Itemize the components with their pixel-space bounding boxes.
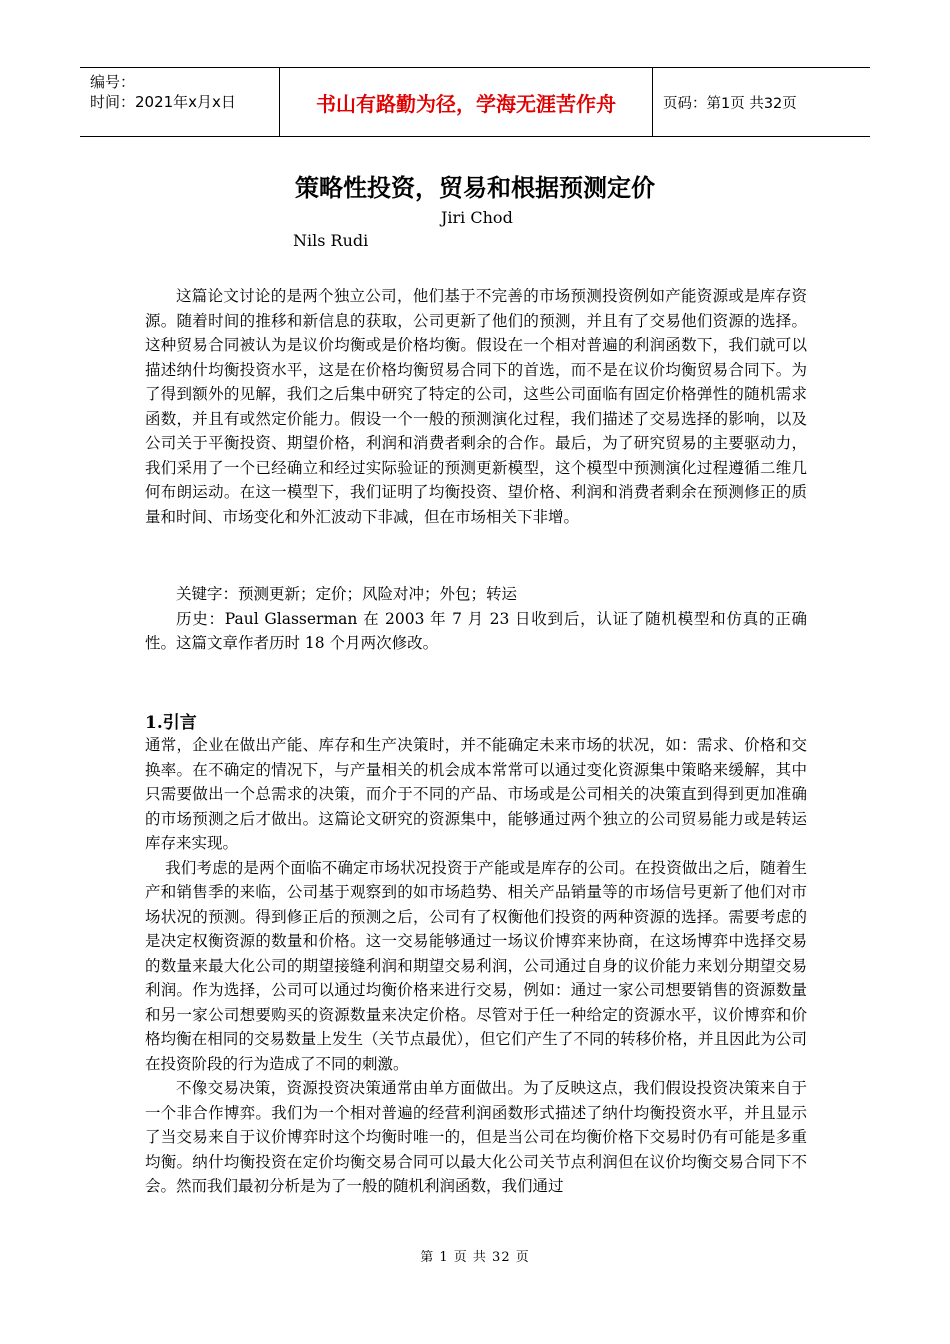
abstract-text: 这篇论文讨论的是两个独立公司，他们基于不完善的市场预测投资例如产能资源或是库存资源。随着时间的推移和新信息的获取，公司更新了他们的预测，并且有了交易他们资源的选择。这种贸易合同被认为是议价均衡或是价格均衡。假设在一个相对普遍的利润函数下，我们就可以描述纳什均衡投资水平，这是在价格均衡贸易合同下的首选，而不是在议价均衡贸易合同下。为了得到额外的见解，我们之后集中研究了特定的公司，这些公司面临有固定价格弹性的随机需求函数，并且有或然定价能力。假设一个一般的预测演化过程，我们描述了交易选择的影响，以及公司关于平衡投资、期望价格，利润和消费者剩余的合作。最后，为了研究贸易的主要驱动力，我们采用了一个已经确立和经过实际验证的预测更新模型，这个模型中预测演化过程遵循二维几何布朗运动。在这一模型下，我们证明了均衡投资、望价格、利润和消费者剩余在预测修正的质量和时间、市场变化和外汇波动下非减，但在市场相关下非增。 xyxy=(145,287,807,526)
paragraph: 通常，企业在做出产能、库存和生产决策时，并不能确定未来市场的状况，如：需求、价格和交换率。在不确定的情况下，与产量相关的机会成本常常可以通过变化资源集中策略来缓解，其中只需要做出一个总需求的决策，而介于不同的产品、市场或是公司相关的决策直到得到更加准确的市场预测之后才做出。这篇论文研究的资源集中，能够通过两个独立的公司贸易能力或是转运库存来实现。 xyxy=(145,736,807,852)
keywords: 关键字：预测更新；定价；风险对冲；外包；转运 xyxy=(176,585,518,603)
section-body xyxy=(145,733,807,1199)
abstract-block xyxy=(145,284,807,529)
page-footer: 第 1 页 共 32 页 xyxy=(420,1250,530,1265)
author-name: Jiri Chod xyxy=(441,208,513,227)
paragraph: 不像交易决策，资源投资决策通常由单方面做出。为了反映这点，我们假设投资决策来自于一个非合作博弈。我们为一个相对普遍的经营利润函数形式描述了纳什均衡投资水平，并且显示了当交易来自于议价博弈时这个均衡时唯一的，但是当公司在均衡价格下交易时仍有可能是多重均衡。纳什均衡投资在定价均衡交易合同可以最大化公司关节点利润但在议价均衡交易合同下不会。然而我们最初分析是为了一般的随机利润函数，我们通过 xyxy=(145,1079,807,1195)
paper-title: 策略性投资，贸易和根据预测定价 xyxy=(295,174,655,202)
header-meta xyxy=(80,68,280,136)
section-heading: 1.引言 xyxy=(145,713,197,733)
meta-block xyxy=(145,582,807,656)
paragraph: 我们考虑的是两个面临不确定市场状况投资于产能或是库存的公司。在投资做出之后，随着生产和销售季的来临，公司基于观察到的如市场趋势、相关产品销量等的市场信号更新了他们对市场状况的预测。得到修正后的预测之后，公司有了权衡他们投资的两种资源的选择。需要考虑的是决定权衡资源的数量和价格。这一交易能够通过一场议价博弈来协商，在这场博弈中选择交易的数量来最大化公司的期望接缝利润和期望交易利润，公司通过自身的议价能力来划分期望交易利润。作为选择，公司可以通过均衡价格来进行交易，例如：通过一家公司想要销售的资源数量和另一家公司想要购买的资源数量来决定价格。尽管对于任一种给定的资源水平，议价博弈和价格均衡在相同的交易数量上发生（关节点最优），但它们产生了不同的转移价格，并且因此为公司在投资阶段的行为造成了不同的刺激。 xyxy=(145,858,807,1073)
history-note: 历史：Paul Glasserman 在 2003 年 7 月 23 日收到后，认证了随机模型和仿真的正确性。这篇文章作者历时 18 个月两次修改。 xyxy=(145,609,807,652)
author-name: Nils Rudi xyxy=(293,231,369,250)
header-motto: 书山有路勤为径，学海无涯苦作舟 xyxy=(280,68,653,136)
header-page-info: 页码：第1页 共32页 xyxy=(663,95,797,112)
document-number-label: 编号： xyxy=(90,73,136,91)
page-header xyxy=(80,67,870,137)
document-date: 时间：2021年x月x日 xyxy=(90,93,236,111)
